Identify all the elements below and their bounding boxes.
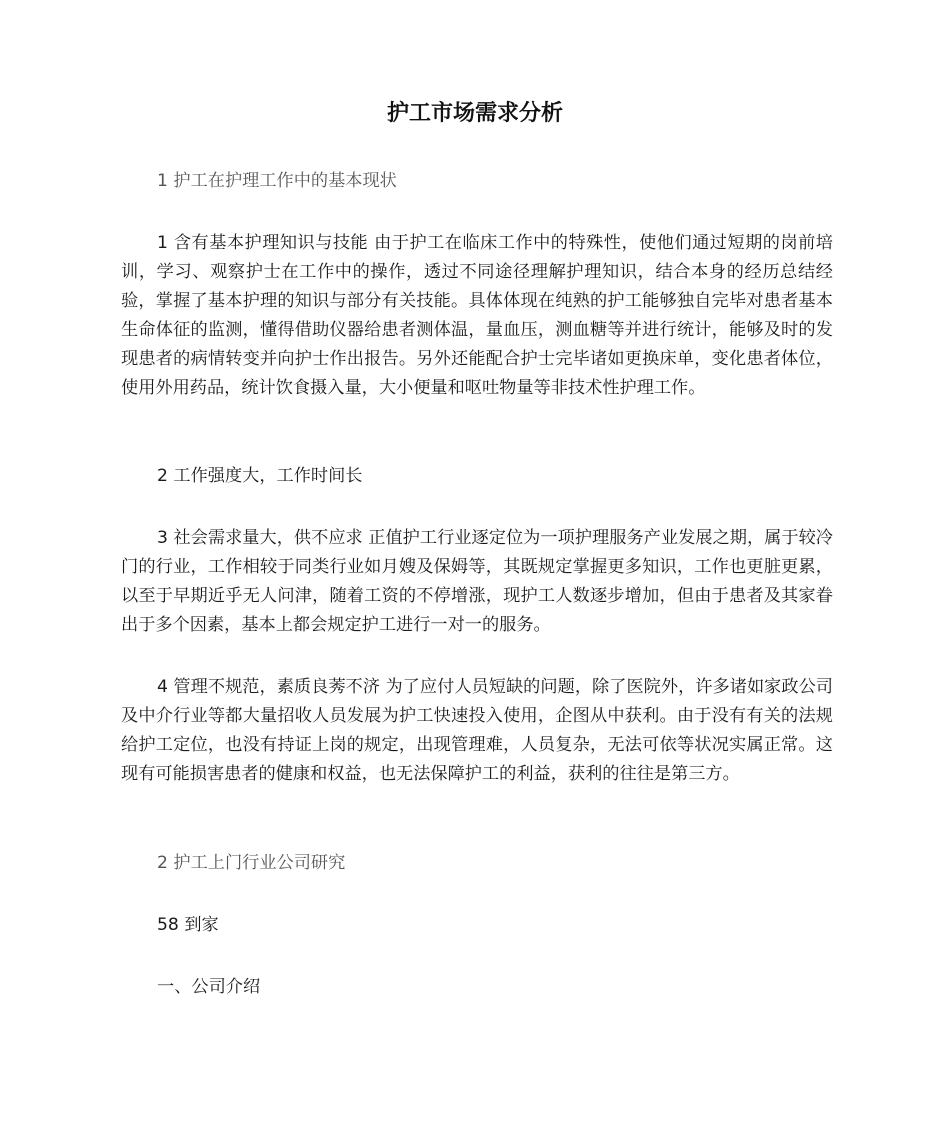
paragraph-4: 4 管理不规范，素质良莠不济 为了应付人员短缺的问题，除了医院外，许多诸如家政公司及中介行业等都大量招收人员发展为护工快速投入使用，企图从中获利。由于没有有关的法规给护工定位，也没有持证上岗的规定，出现管理难，人员复杂，无法可依等状况实属正常。这现有可能损害患者的健康和权益，也无法保障护工的利益，获利的往往是第三方。 (121, 677, 833, 784)
company-name: 58 到家 (157, 915, 219, 935)
subsection-heading: 一、公司介绍 (157, 977, 261, 997)
paragraph-3: 3 社会需求量大，供不应求 正值护工行业逐定位为一项护理服务产业发展之期，属于较冷门的行业，工作相较于同类行业如月嫂及保姆等，其既规定掌握更多知识，工作也更脏更累，以至于早期近乎无人问津，随着工资的不停增涨，现护工人数逐步增加，但由于患者及其家眷出于多个因素，基本上都会规定护工进行一对一的服务。 (121, 528, 833, 635)
section-heading-1: 1 护工在护理工作中的基本现状 (157, 171, 397, 191)
document-title: 护工市场需求分析 (386, 101, 563, 126)
section-heading-2: 2 护工上门行业公司研究 (157, 853, 346, 873)
paragraph-1: 1 含有基本护理知识与技能 由于护工在临床工作中的特殊性，使他们通过短期的岗前培训，学习、观察护士在工作中的操作，透过不同途径理解护理知识，结合本身的经历总结经验，掌握了基本护理的知识与部分有关技能。具体体现在纯熟的护工能够独自完毕对患者基本生命体征的监测，懂得借助仪器给患者测体温，量血压，测血糖等并进行统计，能够及时的发现患者的病情转变并向护士作出报告。另外还能配合护士完毕诸如更换床单，变化患者体位，使用外用药品，统计饮食摄入量，大小便量和呕吐物量等非技术性护理工作。 (121, 233, 833, 398)
paragraph-2: 2 工作强度大，工作时间长 (157, 466, 363, 486)
